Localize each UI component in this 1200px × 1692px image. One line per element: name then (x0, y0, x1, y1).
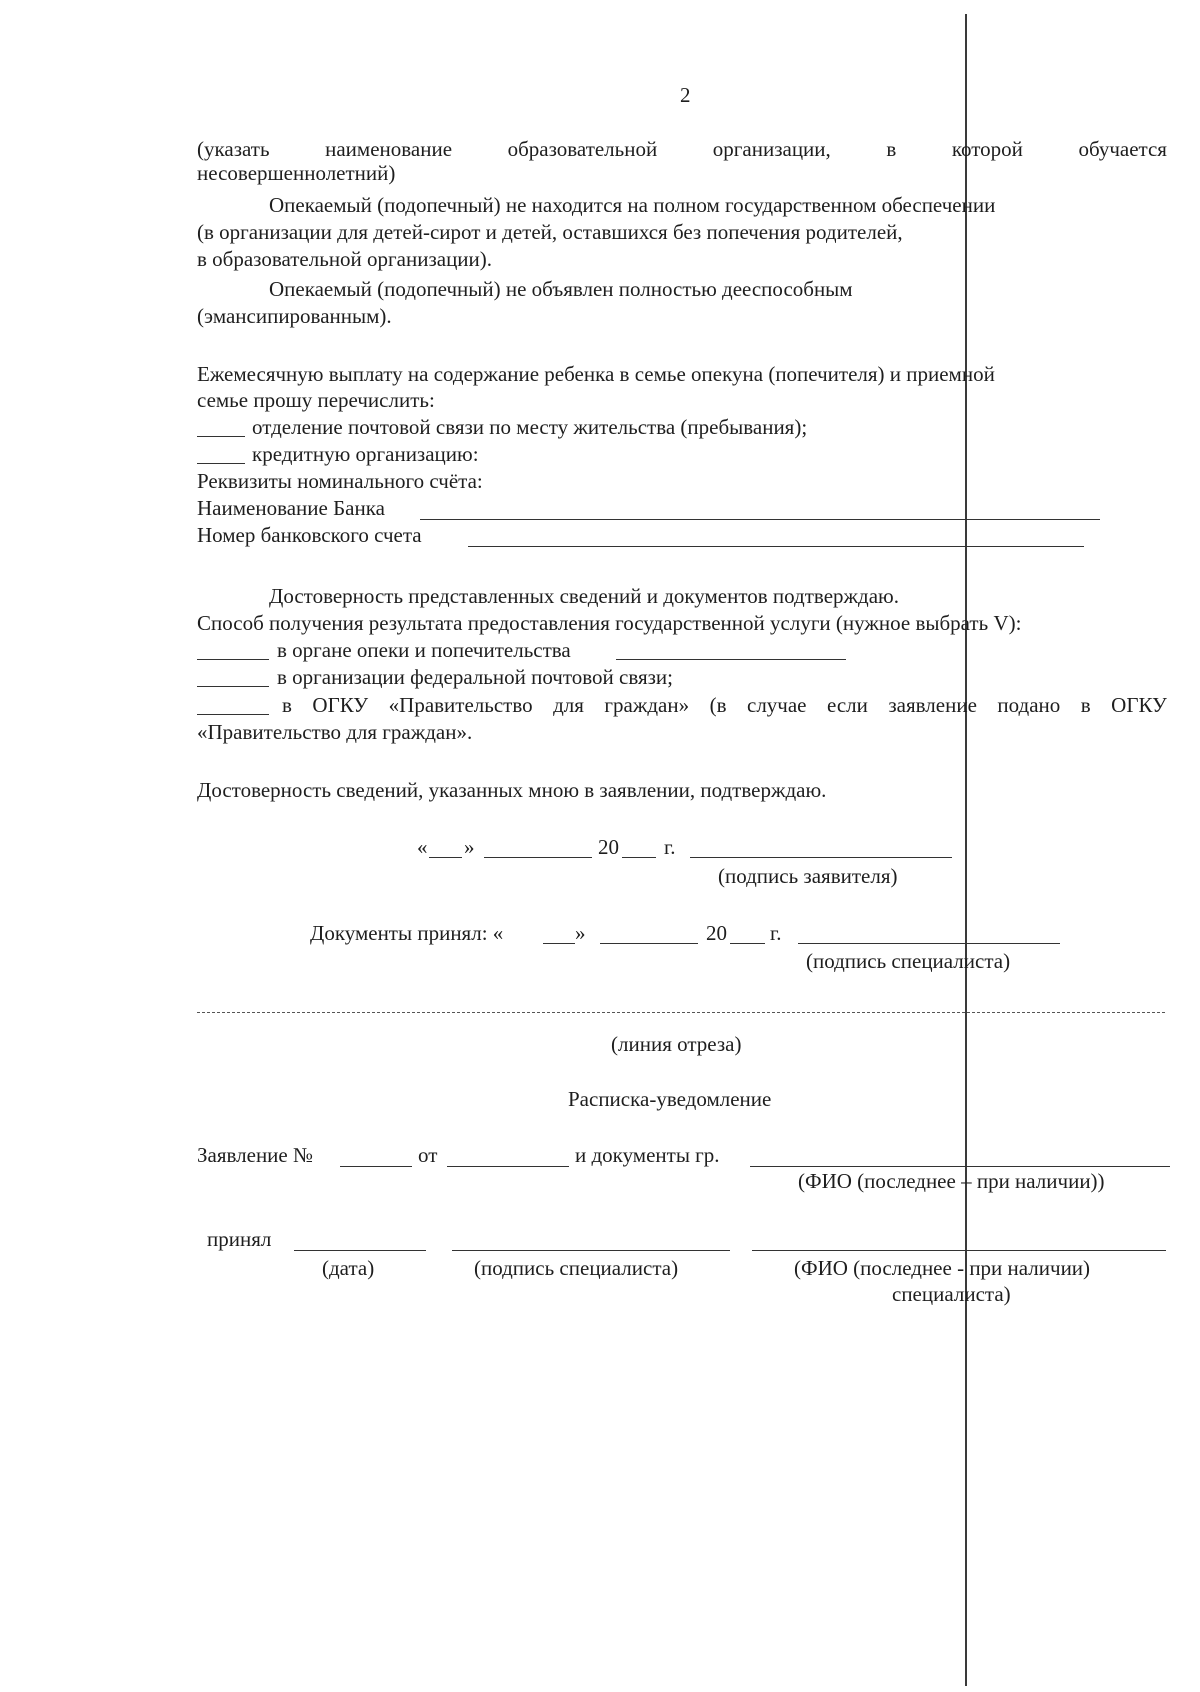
paragraph-2-line-2: (в организации для детей-сирот и детей, оставшихся без попечения родителей, (197, 220, 903, 244)
payment-line-1: Ежемесячную выплату на содержание ребенка в семье опекуна (попечителя) и приемной (197, 362, 995, 386)
paragraph-1-line-1: (указать наименование образовательной организации, в которой обучается (197, 137, 1167, 161)
docs-accepted-signature-caption: (подпись специалиста) (806, 949, 1011, 973)
statement-from-label: от (418, 1143, 438, 1167)
method-2-checkbox-blank[interactable] (197, 686, 269, 687)
credit-option-label: кредитную организацию: (252, 442, 479, 466)
account-number-field[interactable] (468, 546, 1084, 547)
paragraph-3-line-1: Опекаемый (подопечный) не объявлен полностью дееспособным (269, 277, 853, 301)
docs-accepted-year-prefix: 20 (706, 921, 727, 945)
receipt-title: Расписка-уведомление (568, 1087, 772, 1111)
paragraph-2-line-1: Опекаемый (подопечный) не находится на полном государственном обеспечении (269, 193, 996, 217)
post-option-label: отделение почтовой связи по месту жительства (пребывания); (252, 415, 808, 439)
docs-accepted-close-quote: » (575, 921, 586, 945)
docs-accepted-label: Документы принял: « (310, 921, 504, 945)
accepted-by-label: принял (207, 1227, 272, 1251)
citizen-fio-caption: (ФИО (последнее – при наличии)) (798, 1169, 1105, 1193)
applicant-signature-caption: (подпись заявителя) (718, 864, 898, 888)
docs-accepted-year-suffix: г. (770, 921, 782, 945)
applicant-year-field[interactable] (622, 857, 656, 858)
account-label: Номер банковского счета (197, 523, 422, 547)
confirm-statement-1: Достоверность представленных сведений и документов подтверждаю. (269, 584, 899, 608)
method-3-line-2: «Правительство для граждан». (197, 720, 473, 744)
statement-number-label: Заявление № (197, 1143, 314, 1167)
applicant-date-open-quote: « (417, 835, 428, 859)
method-2-label: в организации федеральной почтовой связи; (277, 665, 674, 689)
page-number: 2 (680, 83, 691, 107)
accepted-date-field[interactable] (294, 1250, 426, 1251)
method-3-line-1: в ОГКУ «Правительство для граждан» (в случае если заявление подано в ОГКУ (282, 693, 1167, 717)
applicant-day-field[interactable] (429, 857, 462, 858)
applicant-date-close-quote: » (464, 835, 475, 859)
paragraph-2-line-3: в образовательной организации). (197, 247, 493, 271)
citizen-fio-field[interactable] (750, 1166, 1170, 1167)
receipt-method-heading: Способ получения результата предоставления государственной услуги (нужное выбрать V): (197, 611, 1022, 635)
applicant-signature-field[interactable] (690, 857, 952, 858)
docs-accepted-day-field[interactable] (543, 943, 575, 944)
cut-line-label: (линия отреза) (611, 1032, 742, 1056)
credit-option-blank[interactable] (197, 463, 245, 464)
method-1-label: в органе опеки и попечительства (277, 638, 571, 662)
statement-date-field[interactable] (447, 1166, 569, 1167)
accepted-fio-caption-line-2: специалиста) (892, 1282, 1011, 1306)
cut-line (197, 1012, 1165, 1013)
bank-name-field[interactable] (420, 519, 1100, 520)
accepted-specialist-fio-field[interactable] (752, 1250, 1166, 1251)
confirm-statement-2: Достоверность сведений, указанных мною в заявлении, подтверждаю. (197, 778, 827, 802)
docs-accepted-year-field[interactable] (730, 943, 765, 944)
docs-accepted-signature-field[interactable] (798, 943, 1060, 944)
applicant-year-suffix: г. (664, 835, 676, 859)
docs-citizen-label: и документы гр. (575, 1143, 720, 1167)
applicant-year-prefix: 20 (598, 835, 619, 859)
bank-name-label: Наименование Банка (197, 496, 385, 520)
method-3-checkbox-blank[interactable] (197, 714, 269, 715)
statement-number-field[interactable] (340, 1166, 412, 1167)
guardianship-body-field[interactable] (616, 659, 846, 660)
method-1-checkbox-blank[interactable] (197, 659, 269, 660)
scan-vertical-line (965, 14, 967, 1686)
requisites-label: Реквизиты номинального счёта: (197, 469, 483, 493)
post-option-blank[interactable] (197, 436, 245, 437)
payment-line-2: семье прошу перечислить: (197, 388, 435, 412)
paragraph-3-line-2: (эмансипированным). (197, 304, 392, 328)
accepted-fio-caption-line-1: (ФИО (последнее - при наличии) (794, 1256, 1091, 1280)
paragraph-1-line-2: несовершеннолетний) (197, 161, 396, 185)
accepted-specialist-signature-field[interactable] (452, 1250, 730, 1251)
accepted-signature-caption: (подпись специалиста) (474, 1256, 679, 1280)
docs-accepted-month-field[interactable] (600, 943, 698, 944)
accepted-date-caption: (дата) (322, 1256, 375, 1280)
applicant-month-field[interactable] (484, 857, 592, 858)
